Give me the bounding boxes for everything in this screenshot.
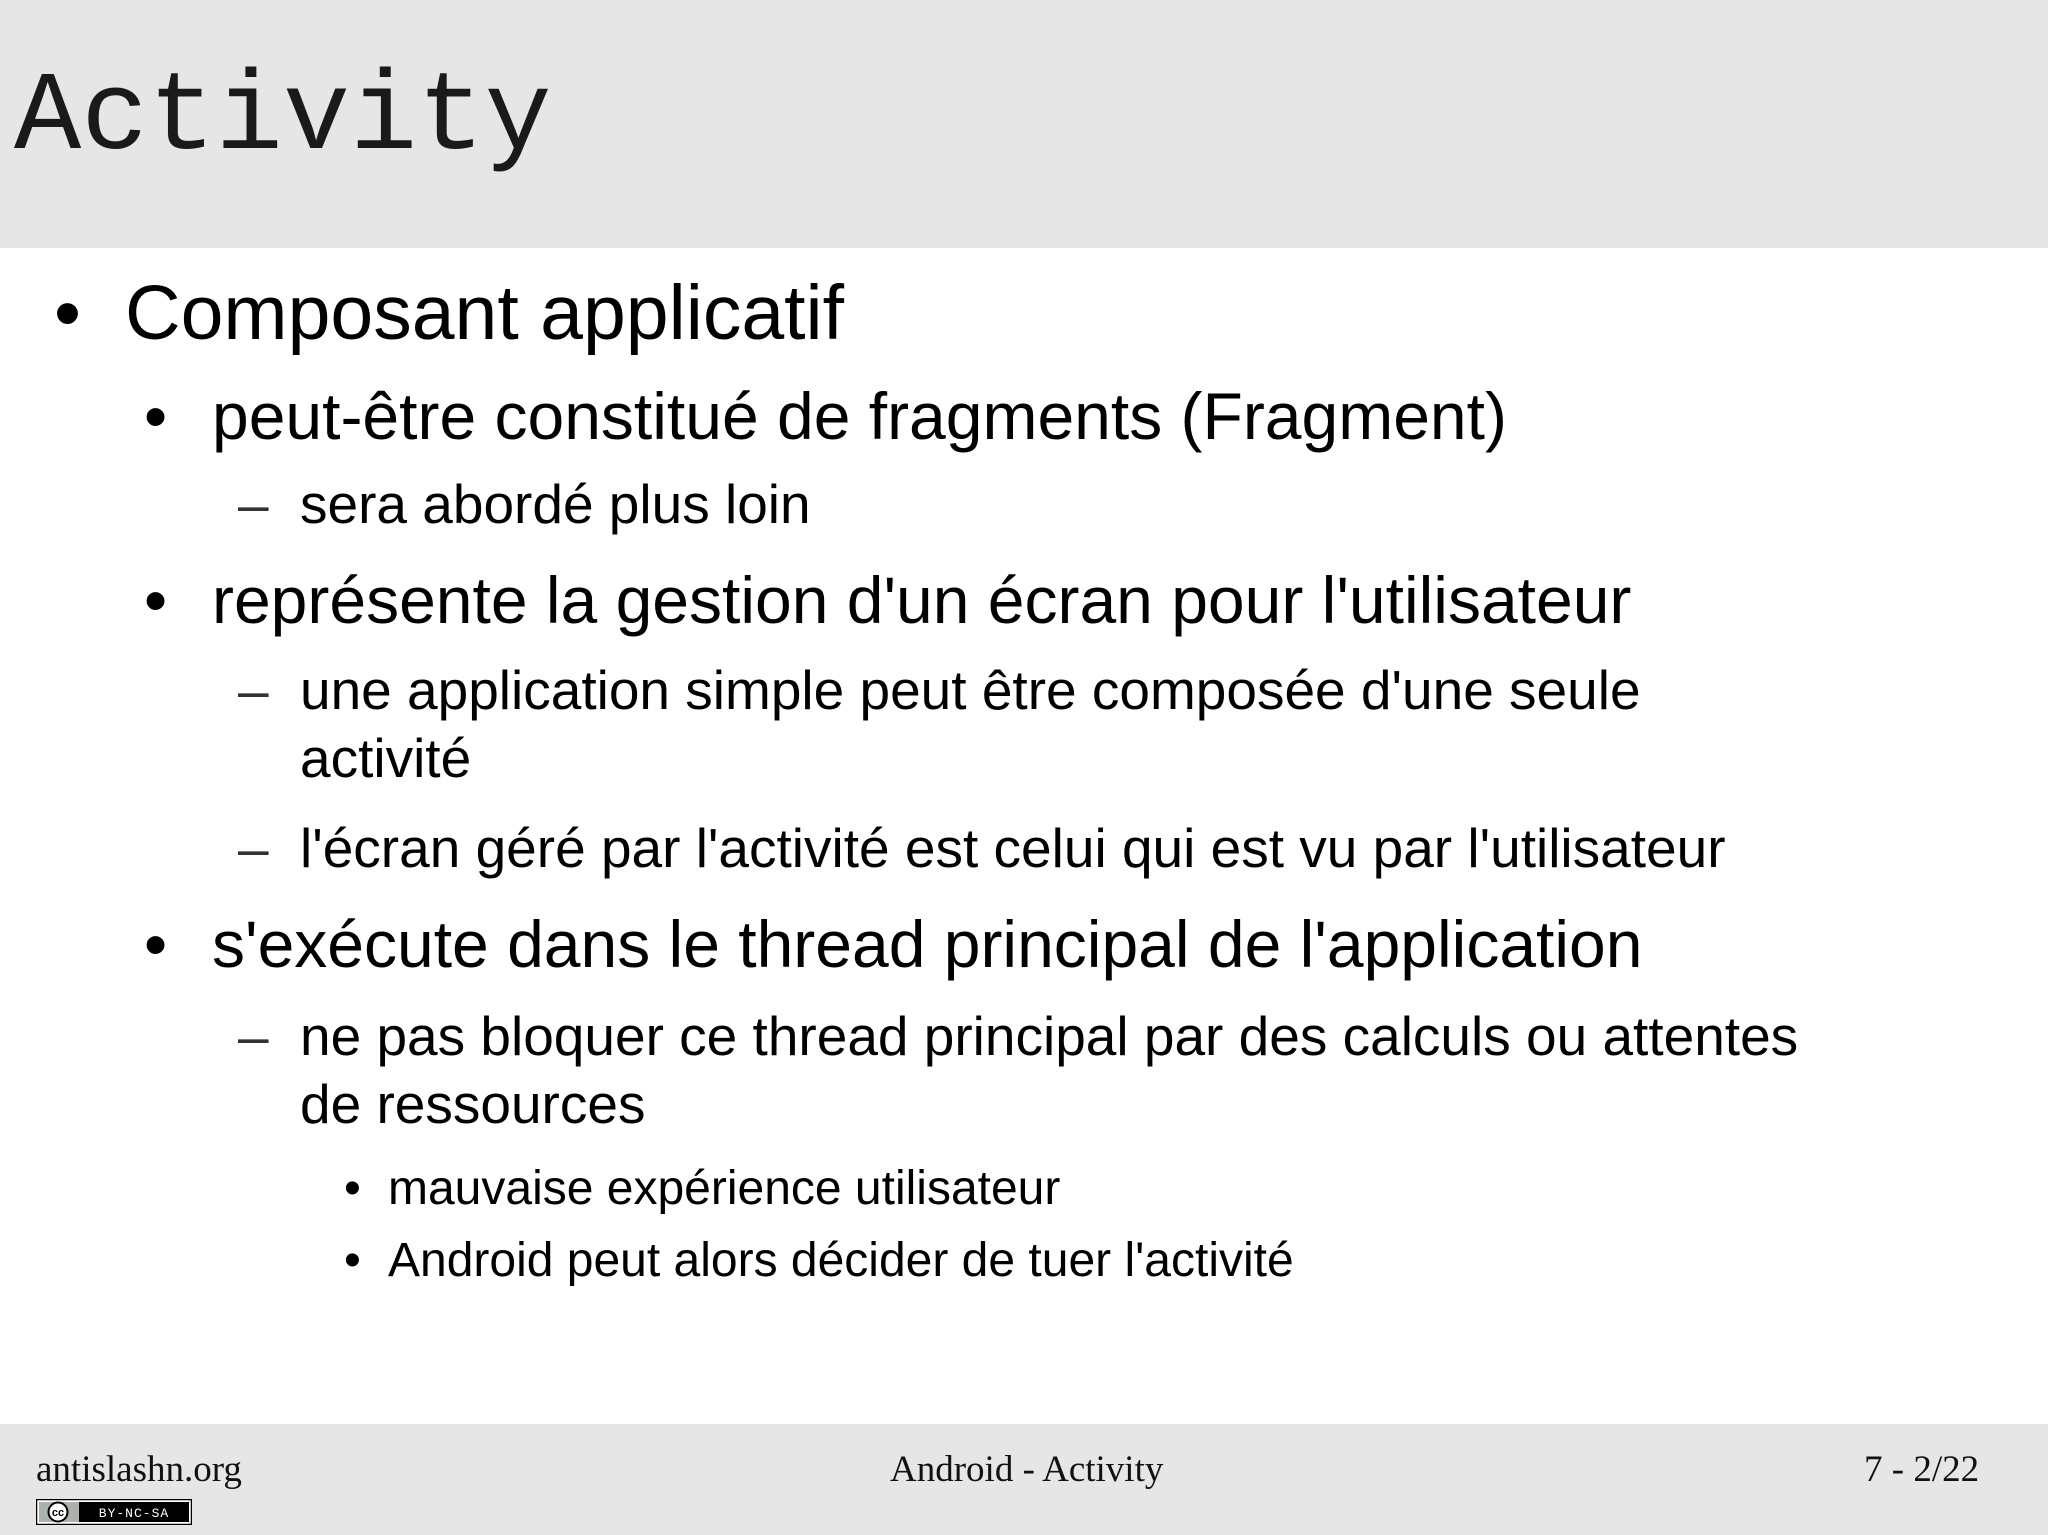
bullet-text-line-1: ne pas bloquer ce thread principal par des calculs ou attentes bbox=[300, 1005, 1799, 1067]
bullet-text: Android peut alors décider de tuer l'activité bbox=[388, 1234, 1294, 1287]
bullet-text: Composant applicatif bbox=[125, 270, 845, 356]
license-label: BY-NC-SA bbox=[98, 1506, 170, 1521]
cc-license-icon bbox=[36, 1499, 192, 1525]
dash-marker: – bbox=[238, 817, 269, 879]
cc-mark: cc bbox=[51, 1507, 65, 1519]
bullet-marker: • bbox=[54, 270, 81, 356]
bullet-marker: • bbox=[344, 1234, 361, 1287]
bullet-text-line-1: une application simple peut être composée d'une seule bbox=[300, 659, 1641, 721]
footer-title: Android - Activity bbox=[890, 1449, 1164, 1490]
bullet-text-line-2: de ressources bbox=[300, 1073, 646, 1135]
bullet-text: mauvaise expérience utilisateur bbox=[388, 1162, 1061, 1215]
footer-page-number: 7 - 2/22 bbox=[1864, 1449, 1980, 1490]
dash-marker: – bbox=[238, 473, 269, 535]
bullet-text: peut-être constitué de fragments (Fragment) bbox=[212, 379, 1507, 453]
bullet-marker: • bbox=[144, 907, 168, 981]
bullet-text: s'exécute dans le thread principal de l'application bbox=[212, 907, 1643, 981]
footer-site: antislashn.org bbox=[36, 1449, 242, 1490]
slide-footer bbox=[0, 1424, 2048, 1535]
bullet-text-line-2: activité bbox=[300, 727, 472, 789]
bullet-text: l'écran géré par l'activité est celui qui est vu par l'utilisateur bbox=[300, 817, 1726, 879]
dash-marker: – bbox=[238, 659, 269, 721]
bullet-marker: • bbox=[344, 1162, 361, 1215]
bullet-text: sera abordé plus loin bbox=[300, 473, 811, 535]
slide-content bbox=[0, 248, 2048, 1424]
dash-marker: – bbox=[238, 1005, 269, 1067]
bullet-marker: • bbox=[144, 379, 168, 453]
bullet-marker: • bbox=[144, 563, 168, 637]
slide-header bbox=[0, 0, 2048, 248]
bullet-text: représente la gestion d'un écran pour l'utilisateur bbox=[212, 563, 1632, 637]
slide-title: Activity bbox=[14, 55, 552, 182]
